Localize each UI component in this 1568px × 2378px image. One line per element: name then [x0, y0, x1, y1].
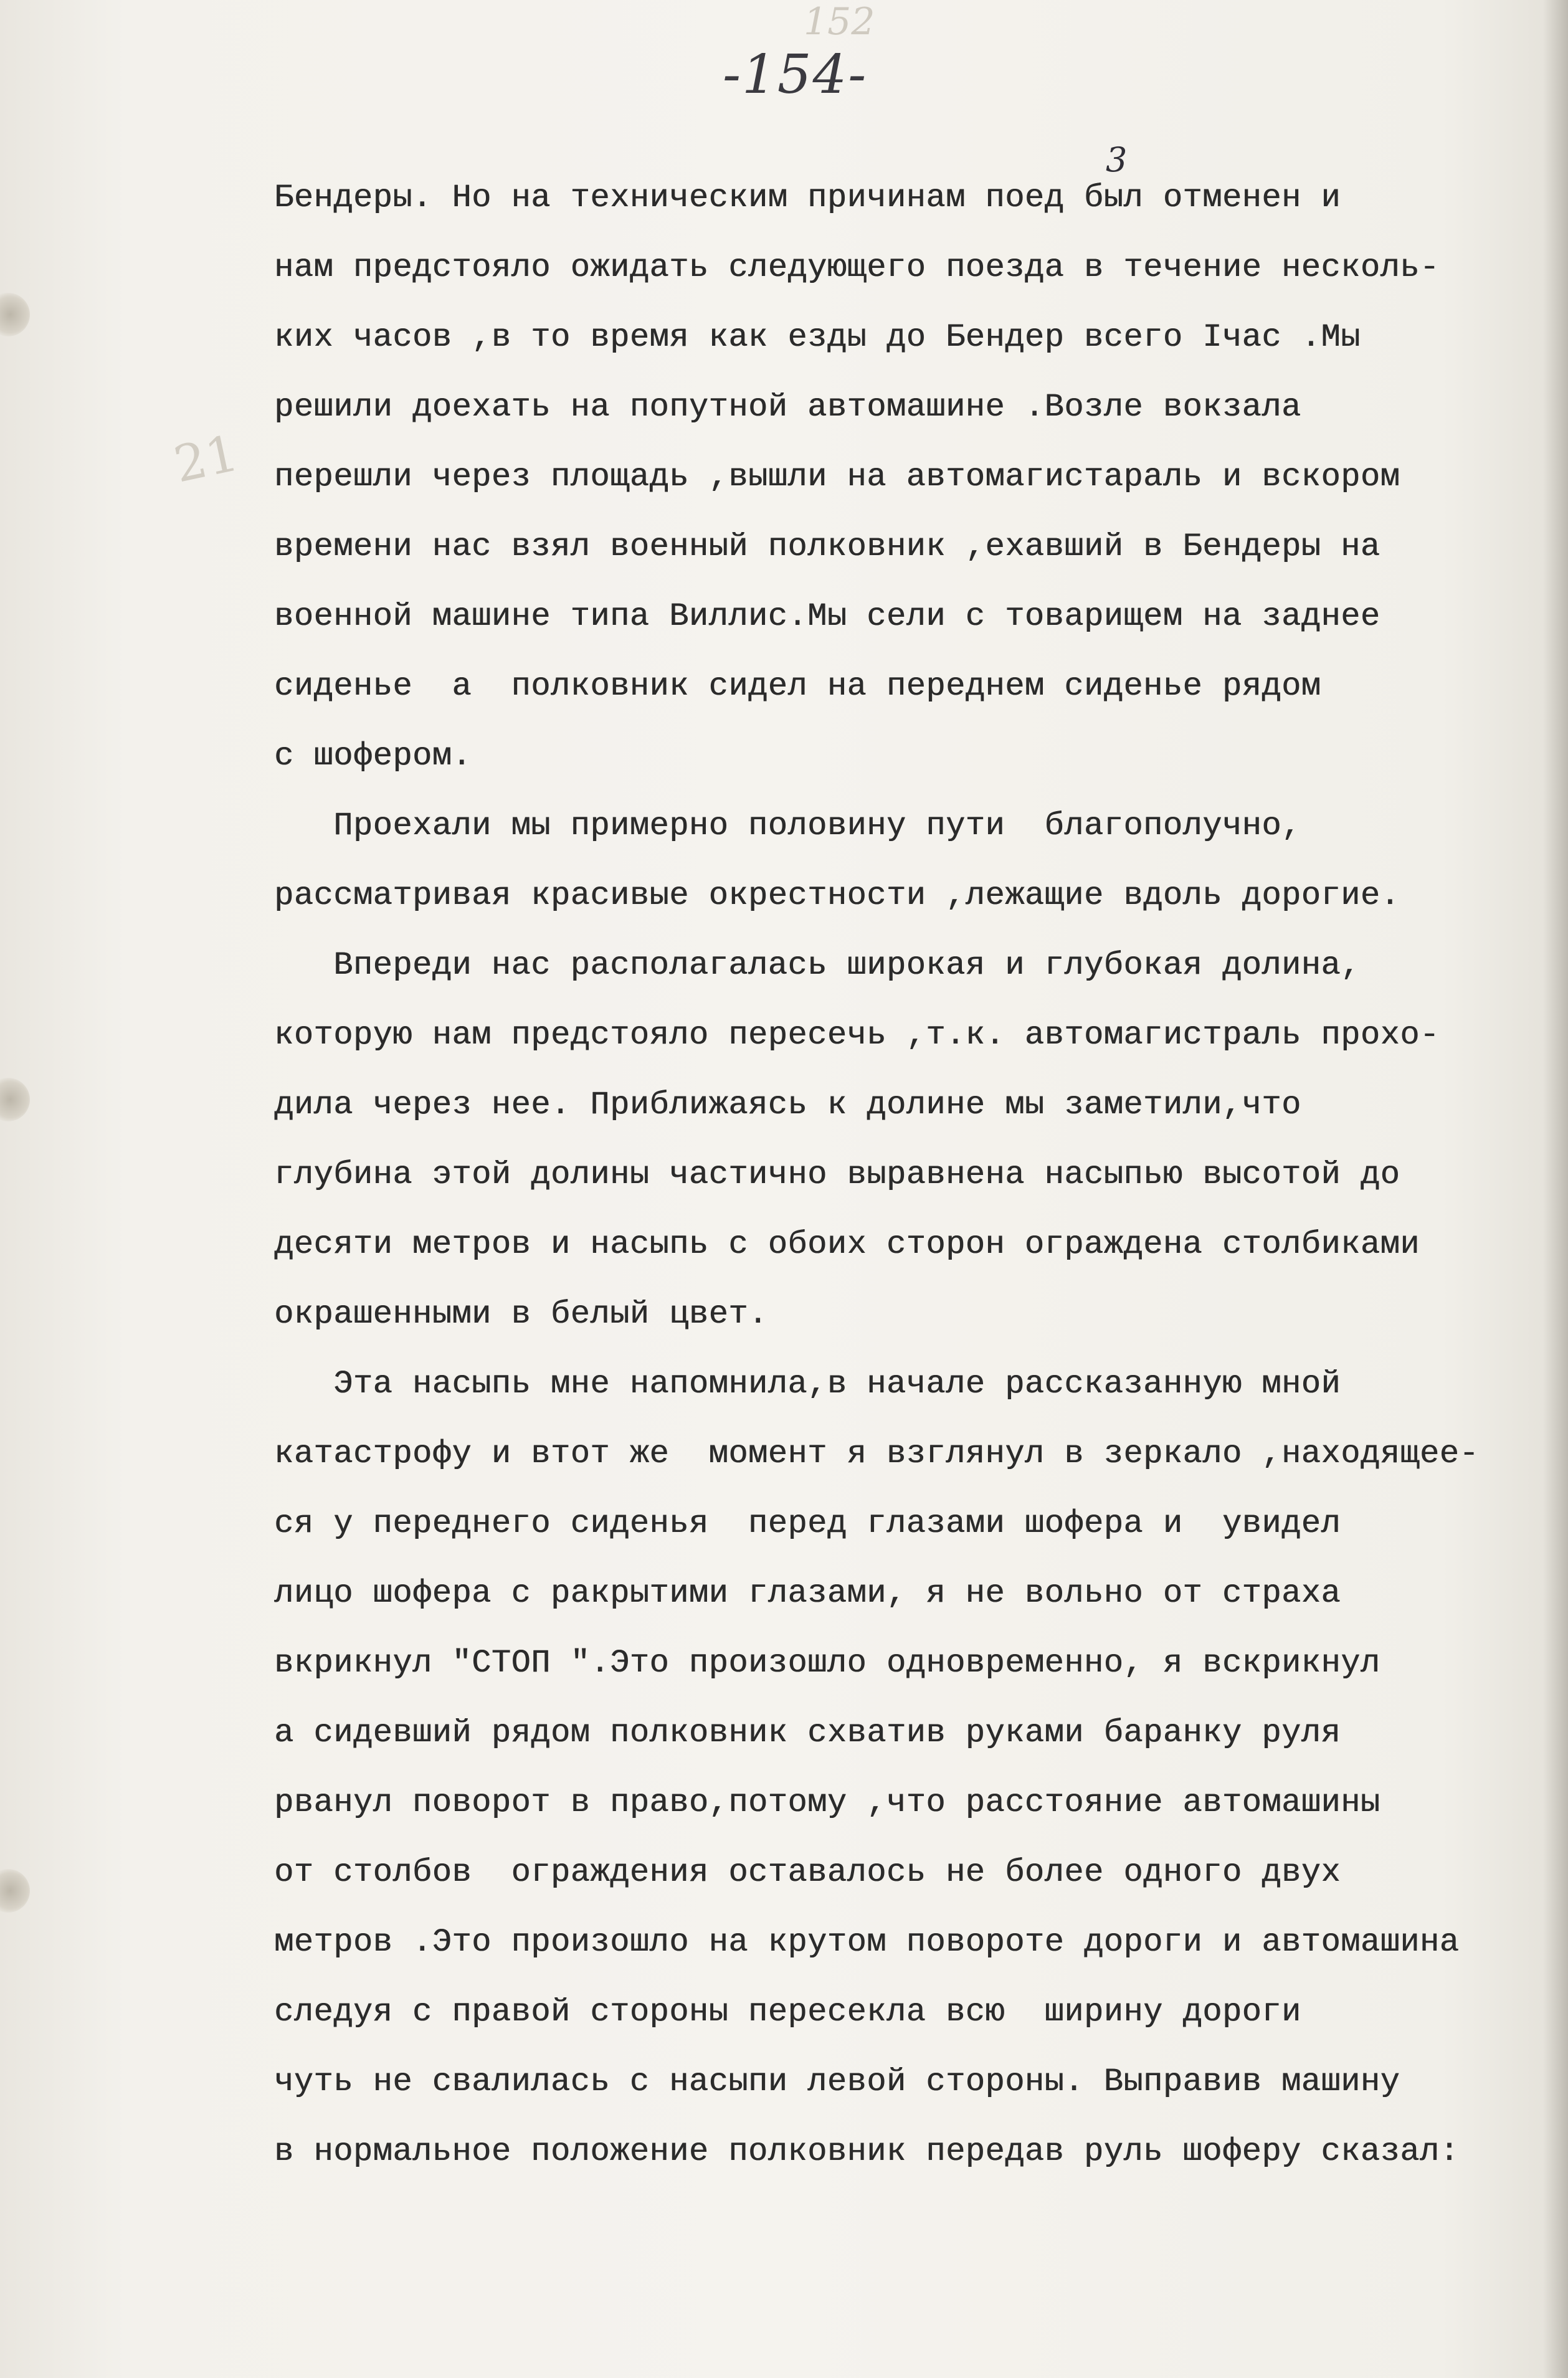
page-number: -154-	[723, 44, 868, 106]
text-line: чуть не свалилась с насыпи левой стороны. Выправив машину	[274, 2063, 1400, 2100]
text-line: глубина этой долины частично выравнена насыпью высотой до	[274, 1156, 1400, 1193]
text-line: лицо шофера с ракрытими глазами, я не вольно от страха	[274, 1575, 1341, 1612]
text-line: Эта насыпь мне напомнила,в начале рассказанную мной	[274, 1366, 1341, 1402]
text-line: военной машине типа Виллис.Мы сели с товарищем на заднее	[274, 598, 1380, 635]
punch-hole	[0, 293, 30, 336]
text-line: метров .Это произошло на крутом повороте дороги и автомашина	[274, 1924, 1460, 1961]
text-line: а сидевший рядом полковник схватив руками баранку руля	[274, 1715, 1341, 1751]
faint-page-number: 152	[804, 0, 875, 44]
margin-mark: 21	[169, 424, 244, 494]
text-line: сиденье а полковник сидел на переднем сиденье рядом	[274, 668, 1321, 705]
punch-hole	[0, 1869, 30, 1913]
text-line: дила через нее. Приближаясь к долине мы заметили,что	[274, 1087, 1301, 1123]
text-line: катастрофу и втот же момент я взглянул в зеркало ,находящее-	[274, 1435, 1480, 1472]
text-line: ся у переднего сиденья перед глазами шофера и увидел	[274, 1505, 1341, 1542]
text-line: окрашенными в белый цвет.	[274, 1296, 768, 1333]
text-line: следуя с правой стороны пересекла всю ширину дороги	[274, 1994, 1301, 2030]
punch-hole	[0, 1078, 30, 1121]
text-line: ких часов ,в то время как езды до Бендер всего Iчас .Мы	[274, 319, 1361, 356]
text-line: десяти метров и насыпь с обоих сторон ограждена столбиками	[274, 1226, 1420, 1263]
text-line: от столбов ограждения оставалось не более одного двух	[274, 1854, 1341, 1891]
text-line: рванул поворот в право,потому ,что расстояние автомашины	[274, 1784, 1380, 1821]
text-line: перешли через площадь ,вышли на автомагистараль и вскором	[274, 459, 1400, 495]
handwritten-correction: 3	[1106, 140, 1128, 179]
text-line: нам предстояло ожидать следующего поезда в течение несколь-	[274, 249, 1440, 286]
text-line: в нормальное положение полковник передав руль шоферу сказал:	[274, 2133, 1460, 2170]
text-line: Проехали мы примерно половину пути благополучно,	[274, 807, 1301, 844]
text-line: рассматривая красивые окрестности ,лежащие вдоль дорогие.	[274, 877, 1400, 914]
text-line: времени нас взял военный полковник ,ехавший в Бендеры на	[274, 528, 1380, 565]
text-line: которую нам предстояло пересечь ,т.к. автомагистраль прохо-	[274, 1017, 1440, 1053]
text-line: вкрикнул "СТОП ".Это произошло одновременно, я вскрикнул	[274, 1645, 1380, 1681]
text-line: с шофером.	[274, 738, 472, 774]
text-line: Впереди нас располагалась широкая и глубокая долина,	[274, 947, 1361, 984]
text-line: решили доехать на попутной автомашине .Возле вокзала	[274, 389, 1301, 426]
text-line: Бендеры. Но на техническим причинам поед был отменен и	[274, 179, 1341, 216]
typewritten-text	[274, 163, 1526, 2187]
